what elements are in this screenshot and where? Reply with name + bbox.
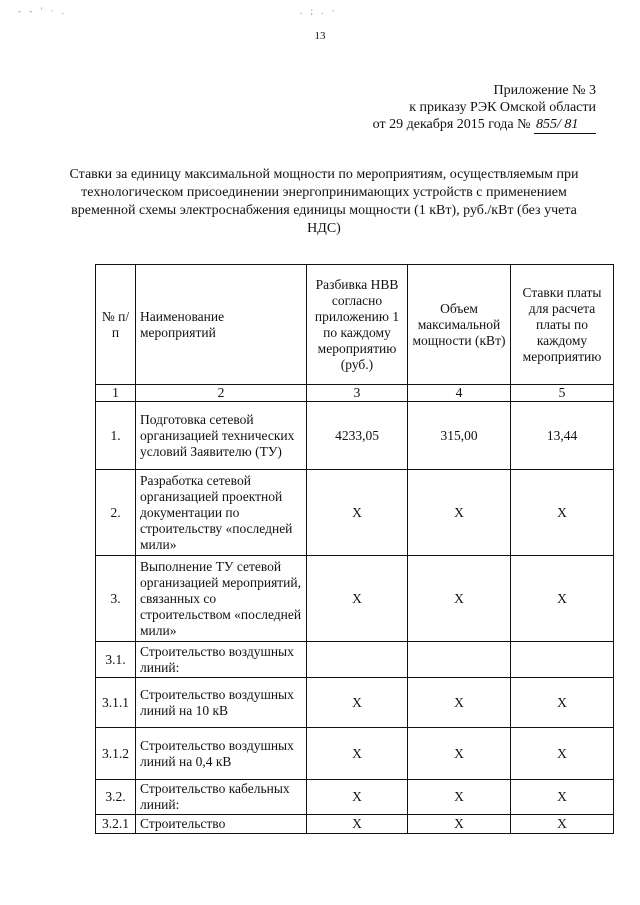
row-rate: X [511, 470, 614, 556]
row-nvv: X [307, 815, 408, 834]
row-power: X [408, 678, 511, 728]
row-rate [511, 642, 614, 678]
row-number: 3.1. [96, 642, 136, 678]
row-name: Выполнение ТУ сетевой организацией мероприятий, связанных со строительством «последней мили» [136, 556, 307, 642]
row-name: Подготовка сетевой организацией технических условий Заявителю (ТУ) [136, 402, 307, 470]
header-power: Объем максимальной мощности (кВт) [408, 265, 511, 385]
row-nvv: X [307, 780, 408, 815]
row-nvv: X [307, 556, 408, 642]
row-nvv [307, 642, 408, 678]
table-header-row [96, 265, 614, 385]
row-name: Строительство воздушных линий на 10 кВ [136, 678, 307, 728]
index-cell: 3 [307, 385, 408, 402]
row-power: X [408, 780, 511, 815]
document-title: Ставки за единицу максимальной мощности по мероприятиям, осуществляемым при технологическом присоединении энергопринимающих устройств с применением временной схемы электроснабжения единицы мощности (1 кВт), руб./кВт (без учета НДС) [69, 167, 579, 236]
appendix-date: от 29 декабря 2015 года № [372, 117, 531, 132]
row-rate: X [511, 678, 614, 728]
row-name: Строительство [136, 815, 307, 834]
table-row [96, 470, 614, 556]
row-name: Строительство воздушных линий на 0,4 кВ [136, 728, 307, 780]
row-power: X [408, 470, 511, 556]
row-number: 3.1.2 [96, 728, 136, 780]
header-rate: Ставки платы для расчета платы по каждому мероприятию [511, 265, 614, 385]
row-rate: 13,44 [511, 402, 614, 470]
row-number: 2. [96, 470, 136, 556]
row-name: Строительство воздушных линий: [136, 642, 307, 678]
row-number: 3.2. [96, 780, 136, 815]
appendix-line-3 [373, 116, 596, 134]
appendix-line-2: к приказу РЭК Омской области [409, 100, 596, 115]
header-number: № п/п [96, 265, 136, 385]
header-nvv: Разбивка НВВ согласно приложению 1 по каждому мероприятию (руб.) [307, 265, 408, 385]
table-row [96, 780, 614, 815]
scan-artifact-right: . ; . · [300, 6, 338, 16]
table-row [96, 402, 614, 470]
row-rate: X [511, 728, 614, 780]
row-nvv: X [307, 470, 408, 556]
table-row [96, 678, 614, 728]
row-nvv: X [307, 678, 408, 728]
appendix-header [373, 82, 596, 134]
table-row [96, 556, 614, 642]
table-row [96, 815, 614, 834]
row-power: 315,00 [408, 402, 511, 470]
scan-artifact-left: - - ' · . [18, 6, 67, 16]
row-power [408, 642, 511, 678]
index-cell: 4 [408, 385, 511, 402]
row-rate: X [511, 780, 614, 815]
page-number: 13 [314, 30, 326, 42]
table-row [96, 642, 614, 678]
row-name: Разработка сетевой организацией проектной документации по строительству «последней мили» [136, 470, 307, 556]
index-cell: 1 [96, 385, 136, 402]
row-name: Строительство кабельных линий: [136, 780, 307, 815]
row-number: 3.2.1 [96, 815, 136, 834]
index-cell: 2 [136, 385, 307, 402]
rates-table [95, 264, 614, 834]
row-nvv: X [307, 728, 408, 780]
appendix-line-1: Приложение № 3 [493, 83, 596, 98]
row-number: 1. [96, 402, 136, 470]
row-power: X [408, 556, 511, 642]
order-number-handwritten: 855/ 81 [534, 116, 596, 134]
row-number: 3.1.1 [96, 678, 136, 728]
row-number: 3. [96, 556, 136, 642]
index-cell: 5 [511, 385, 614, 402]
row-rate: X [511, 815, 614, 834]
row-power: X [408, 728, 511, 780]
header-name: Наименование мероприятий [136, 265, 307, 385]
row-rate: X [511, 556, 614, 642]
row-power: X [408, 815, 511, 834]
column-index-row [96, 385, 614, 402]
table-row [96, 728, 614, 780]
row-nvv: 4233,05 [307, 402, 408, 470]
